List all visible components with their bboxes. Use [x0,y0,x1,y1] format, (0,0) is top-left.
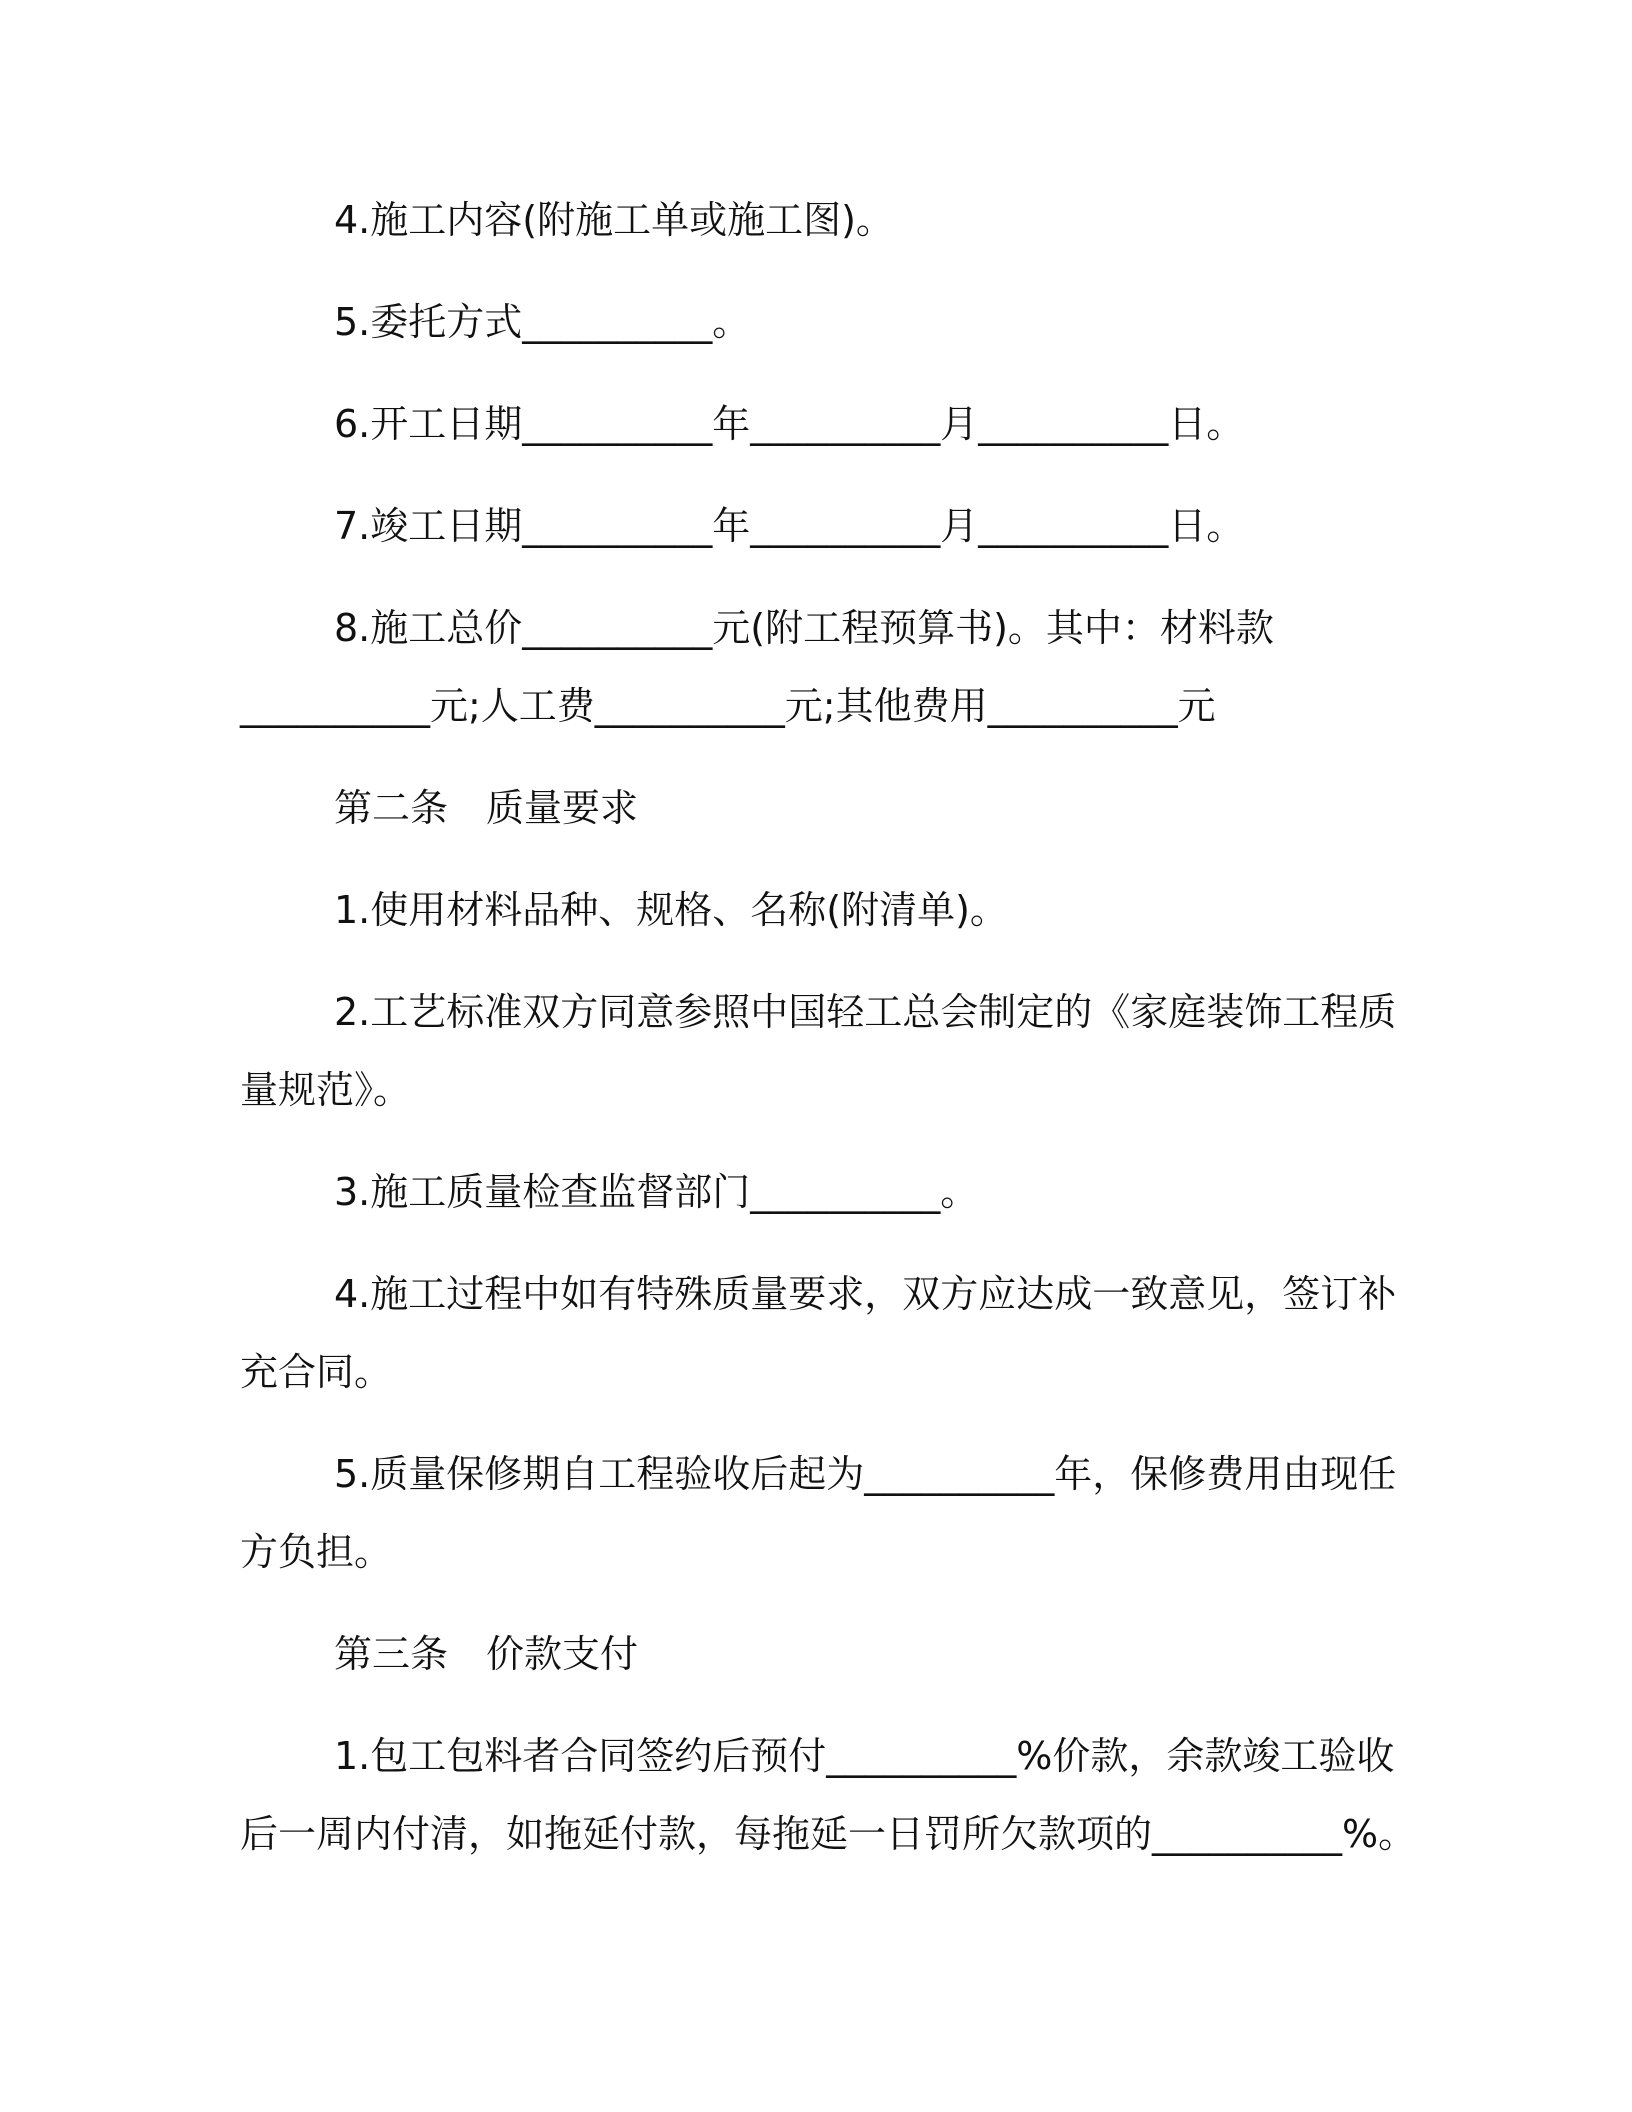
quality-item-5-warranty: 5.质量保修期自工程验收后起为__________年，保修费用由现任 [334,1452,1397,1496]
quality-item-3-inspection-dept: 3.施工质量检查监督部门__________。 [334,1170,979,1214]
clause-item-8-total-price: 8.施工总价__________元(附工程预算书)。其中：材料款 [334,606,1274,650]
quality-item-4-special-requirements-cont: 充合同。 [240,1350,393,1394]
clause-item-8-total-price-cont: __________元;人工费__________元;其他费用__________元 [240,684,1216,728]
quality-item-2-standard-cont: 量规范》。 [240,1068,412,1112]
section-heading-article-3: 第三条 价款支付 [334,1632,639,1676]
payment-item-1-prepayment-cont: 后一周内付清，如拖延付款，每拖延一日罚所欠款项的__________%。 [240,1812,1417,1856]
section-heading-article-2: 第二条 质量要求 [334,786,639,830]
quality-item-2-standard: 2.工艺标准双方同意参照中国轻工总会制定的《家庭装饰工程质 [334,990,1397,1034]
quality-item-1-materials: 1.使用材料品种、规格、名称(附清单)。 [334,888,1008,932]
quality-item-5-warranty-cont: 方负担。 [240,1530,393,1574]
payment-item-1-prepayment: 1.包工包料者合同签约后预付__________%价款，余款竣工验收 [334,1734,1395,1778]
clause-item-6-start-date: 6.开工日期__________年__________月__________日。 [334,402,1245,446]
clause-item-7-completion-date: 7.竣工日期__________年__________月__________日。 [334,504,1245,548]
clause-item-4-construction-content: 4.施工内容(附施工单或施工图)。 [334,198,894,242]
quality-item-4-special-requirements: 4.施工过程中如有特殊质量要求，双方应达成一致意见，签订补 [334,1272,1397,1316]
clause-item-5-commission-method: 5.委托方式__________。 [334,300,751,344]
